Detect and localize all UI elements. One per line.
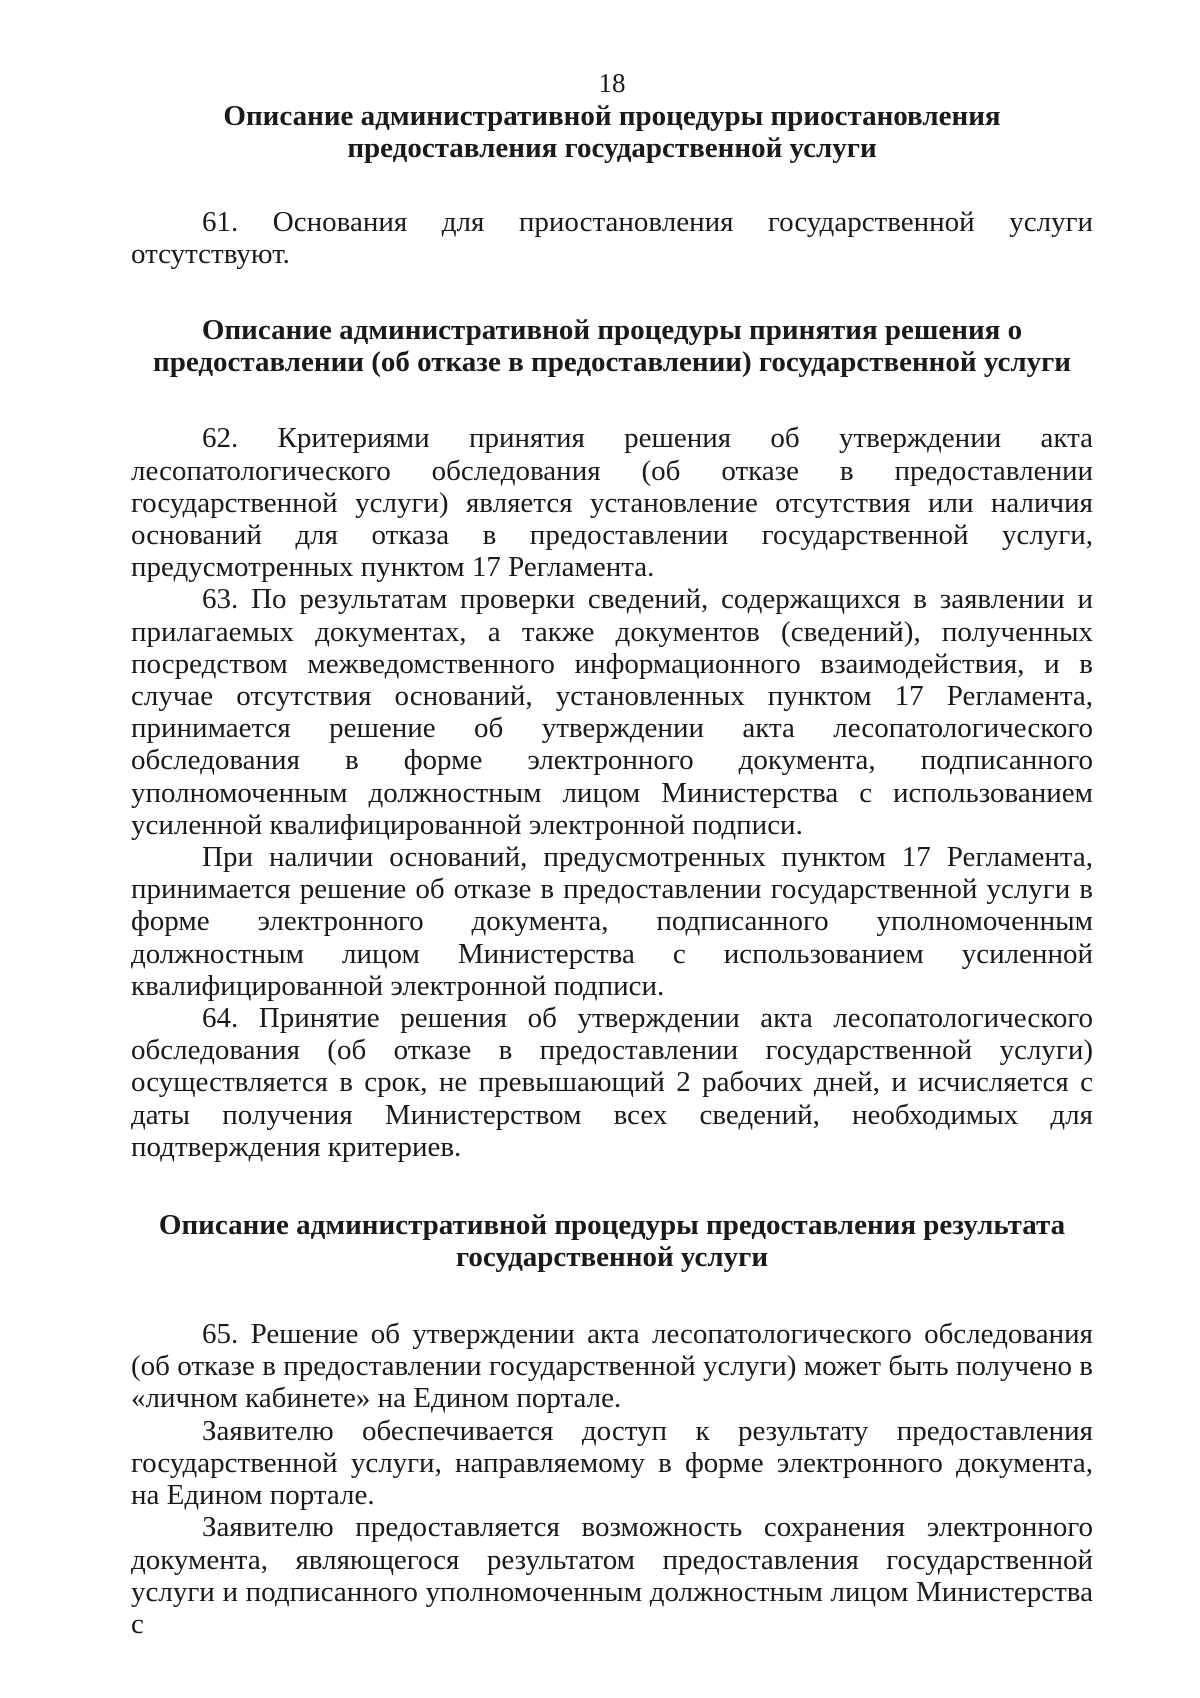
page-number: 18	[598, 68, 626, 98]
paragraph-65: 65. Решение об утверждении акта лесопатологического обследования (об отказе в предоставлении государственной услуги) может быть получено в «личном кабинете» на Едином портале.	[131, 1318, 1093, 1415]
paragraph-63: 63. По результатам проверки сведений, содержащихся в заявлении и прилагаемых документах, а также документов (сведений), полученных посредством межведомственного информационного взаимодействия, и в случае отсутствия оснований, установленных пунктом 17 Регламента, принимается решение об утверждении акта лесопатологического обследования в форме электронного документа, подписанного уполномоченным должностным лицом Министерства с использованием усиленной квалифицированной электронной подписи.	[131, 583, 1093, 841]
paragraph-63-refusal: При наличии оснований, предусмотренных пунктом 17 Регламента, принимается решение об отказе в предоставлении государственной услуги в форме электронного документа, подписанного уполномоченным должностным лицом Министерства с использованием усиленной квалифицированной электронной подписи.	[131, 841, 1093, 1002]
section-heading-result: Описание административной процедуры предоставления результата государственной услуги	[158, 1209, 1066, 1274]
paragraph-64: 64. Принятие решения об утверждении акта лесопатологического обследования (об отказе в предоставлении государственной услуги) осуществляется в срок, не превышающий 2 рабочих дней, и исчисляется с даты получения Министерством всех сведений, необходимых для подтверждения критериев.	[131, 1002, 1093, 1163]
paragraph-61: 61. Основания для приостановления государственной услуги отсутствуют.	[131, 206, 1093, 271]
paragraph-65-access: Заявителю обеспечивается доступ к результату предоставления государственной услуги, направляемому в форме электронного документа, на Едином портале.	[131, 1414, 1093, 1512]
paragraph-62: 62. Критериями принятия решения об утверждении акта лесопатологического обследования (об отказе в предоставлении государственной услуги) является установление отсутствия или наличия оснований для отказа в предоставлении государственной услуги, предусмотренных пунктом 17 Регламента.	[131, 422, 1093, 584]
section-heading-suspension: Описание административной процедуры приостановления предоставления государственной услуги	[223, 100, 1001, 164]
paragraph-65-save: Заявителю предоставляется возможность сохранения электронного документа, являющегося результатом предоставления государственной услуги и подписанного уполномоченным должностным лицом Министерства с	[131, 1511, 1093, 1640]
section-heading-decision: Описание административной процедуры принятия решения о предоставлении (об отказе в предоставлении) государственной услуги	[153, 314, 1071, 379]
page-content	[131, 68, 1093, 1640]
